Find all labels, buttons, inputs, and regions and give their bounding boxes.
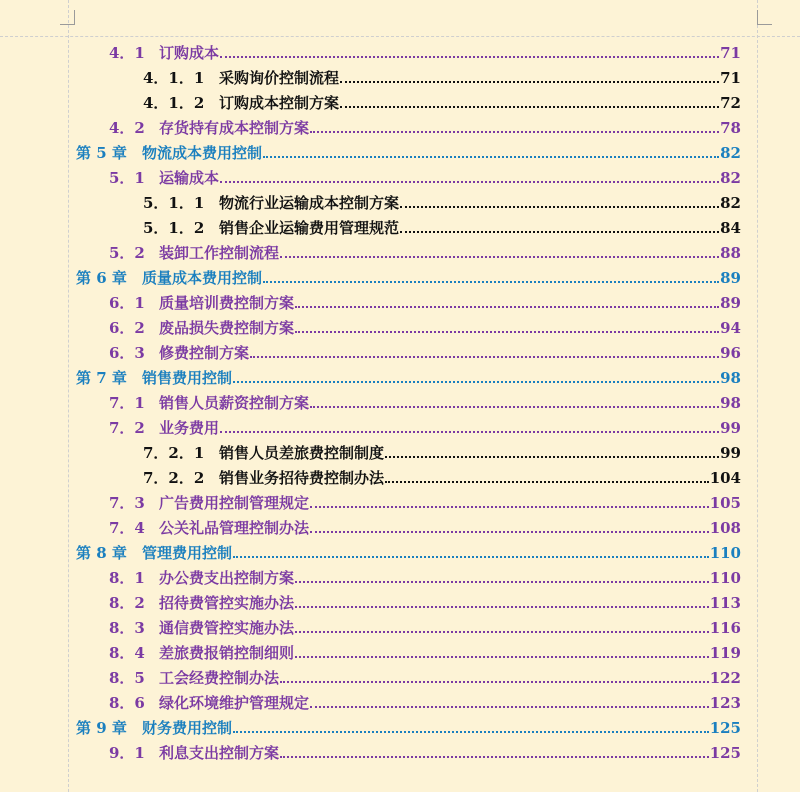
toc-entry-page-number: 84 (720, 219, 741, 237)
toc-entry[interactable] (109, 562, 741, 587)
toc-dot-leader (340, 106, 719, 108)
toc-entry-page-number: 108 (709, 519, 741, 537)
toc-entry[interactable] (143, 462, 741, 487)
toc-entry-number: 7．2 (109, 419, 145, 437)
toc-dot-leader (400, 206, 719, 208)
toc-dot-leader (385, 456, 719, 458)
toc-entry-title: 采购询价控制流程 (219, 69, 340, 87)
toc-entry[interactable] (109, 687, 741, 712)
toc-entry-number: 第 8 章 (76, 544, 127, 562)
toc-entry-number: 8．6 (109, 694, 145, 712)
toc-entry-title: 销售企业运输费用管理规范 (219, 219, 400, 237)
toc-entry-title: 业务费用 (159, 419, 220, 437)
toc-entry-title: 销售人员薪资控制方案 (159, 394, 310, 412)
toc-entry[interactable] (109, 37, 741, 62)
toc-dot-leader (385, 481, 709, 483)
toc-dot-leader (220, 181, 719, 183)
toc-entry[interactable] (109, 412, 741, 437)
toc-entry-title: 存货持有成本控制方案 (159, 119, 310, 137)
toc-entry-number: 8．2 (109, 594, 145, 612)
toc-entry-number: 第 6 章 (76, 269, 127, 287)
toc-entry-title: 质量培训费控制方案 (159, 294, 295, 312)
top-left-crop-mark (60, 10, 75, 25)
toc-entry-number: 第 7 章 (76, 369, 127, 387)
toc-entry-title: 销售费用控制 (142, 369, 233, 387)
toc-entry-page-number: 78 (720, 119, 741, 137)
toc-entry-number: 9．1 (109, 744, 145, 762)
left-margin-guide (68, 0, 69, 792)
toc-dot-leader (310, 506, 709, 508)
toc-entry-page-number: 119 (709, 644, 741, 662)
toc-entry[interactable] (143, 62, 741, 87)
toc-entry-number: 6．2 (109, 319, 145, 337)
toc-dot-leader (220, 431, 719, 433)
toc-dot-leader (295, 331, 719, 333)
toc-entry[interactable] (109, 112, 741, 137)
toc-entry-page-number: 88 (720, 244, 741, 262)
toc-dot-leader (295, 306, 719, 308)
top-right-crop-mark (757, 10, 772, 25)
toc-entry-title: 销售业务招待费控制办法 (219, 469, 385, 487)
toc-entry[interactable] (76, 137, 741, 162)
toc-entry-number: 7．2．1 (143, 444, 205, 462)
toc-entry-number: 6．3 (109, 344, 145, 362)
toc-entry-title: 物流成本费用控制 (142, 144, 263, 162)
toc-entry-page-number: 122 (709, 669, 741, 687)
toc-entry-number: 7．4 (109, 519, 145, 537)
toc-entry-page-number: 96 (720, 344, 741, 362)
toc-entry-page-number: 72 (720, 94, 741, 112)
toc-entry-title: 订购成本控制方案 (219, 94, 340, 112)
toc-entry-page-number: 89 (720, 269, 741, 287)
toc-entry-number: 7．2．2 (143, 469, 205, 487)
toc-entry-number: 5．2 (109, 244, 145, 262)
toc-dot-leader (280, 681, 709, 683)
toc-dot-leader (233, 731, 709, 733)
toc-entry[interactable] (76, 537, 741, 562)
toc-entry-title: 废品损失费控制方案 (159, 319, 295, 337)
toc-entry-number: 7．1 (109, 394, 145, 412)
toc-entry-title: 工会经费控制办法 (159, 669, 280, 687)
toc-dot-leader (310, 131, 719, 133)
toc-dot-leader (250, 356, 719, 358)
toc-entry[interactable] (109, 587, 741, 612)
toc-entry[interactable] (109, 387, 741, 412)
toc-entry[interactable] (109, 662, 741, 687)
right-margin-guide (757, 0, 758, 792)
toc-entry[interactable] (76, 362, 741, 387)
toc-entry-title: 财务费用控制 (142, 719, 233, 737)
toc-entry[interactable] (143, 437, 741, 462)
toc-entry-page-number: 116 (709, 619, 741, 637)
toc-dot-leader (295, 631, 709, 633)
toc-dot-leader (295, 656, 709, 658)
toc-entry[interactable] (109, 237, 741, 262)
toc-entry[interactable] (109, 162, 741, 187)
toc-entry-title: 办公费支出控制方案 (159, 569, 295, 587)
toc-entry-number: 4．2 (109, 119, 145, 137)
toc-dot-leader (233, 556, 709, 558)
toc-entry-page-number: 125 (709, 719, 741, 737)
toc-entry[interactable] (109, 287, 741, 312)
toc-entry-page-number: 110 (709, 569, 741, 587)
toc-entry[interactable] (109, 337, 741, 362)
toc-entry-page-number: 71 (720, 69, 741, 87)
toc-entry[interactable] (109, 487, 741, 512)
toc-entry-page-number: 104 (709, 469, 741, 487)
toc-entry-page-number: 94 (720, 319, 741, 337)
toc-entry-title: 销售人员差旅费控制制度 (219, 444, 385, 462)
toc-entry-page-number: 105 (709, 494, 741, 512)
toc-entry-page-number: 99 (720, 419, 741, 437)
toc-entry-title: 运输成本 (159, 169, 220, 187)
toc-entry-number: 8．4 (109, 644, 145, 662)
toc-entry-number: 8．1 (109, 569, 145, 587)
toc-entry-title: 订购成本 (159, 44, 220, 62)
toc-entry-page-number: 82 (720, 169, 741, 187)
toc-entry-number: 5．1 (109, 169, 145, 187)
toc-entry[interactable] (109, 312, 741, 337)
toc-entry[interactable] (143, 212, 741, 237)
toc-entry[interactable] (109, 737, 741, 762)
toc-entry-title: 管理费用控制 (142, 544, 233, 562)
toc-entry-title: 通信费管控实施办法 (159, 619, 295, 637)
toc-dot-leader (280, 256, 719, 258)
toc-entry-title: 差旅费报销控制细则 (159, 644, 295, 662)
toc-entry-page-number: 113 (709, 594, 741, 612)
toc-dot-leader (280, 756, 709, 758)
toc-dot-leader (310, 706, 709, 708)
toc-entry-title: 质量成本费用控制 (142, 269, 263, 287)
toc-entry-number: 6．1 (109, 294, 145, 312)
toc-entry-number: 5．1．2 (143, 219, 205, 237)
toc-entry-number: 4．1．1 (143, 69, 205, 87)
toc-entry-title: 装卸工作控制流程 (159, 244, 280, 262)
toc-entry-title: 修费控制方案 (159, 344, 250, 362)
toc-dot-leader (220, 56, 719, 58)
toc-entry-number: 8．3 (109, 619, 145, 637)
toc-dot-leader (400, 231, 719, 233)
toc-dot-leader (340, 81, 719, 83)
toc-entry-page-number: 98 (720, 394, 741, 412)
toc-entry[interactable] (76, 262, 741, 287)
toc-entry-number: 7．3 (109, 494, 145, 512)
toc-entry-page-number: 123 (709, 694, 741, 712)
toc-entry-page-number: 82 (720, 144, 741, 162)
toc-entry-page-number: 99 (720, 444, 741, 462)
toc-dot-leader (310, 531, 709, 533)
toc-entry-title: 招待费管控实施办法 (159, 594, 295, 612)
toc-entry-page-number: 125 (709, 744, 741, 762)
toc-entry-page-number: 71 (720, 44, 741, 62)
toc-entry[interactable] (109, 637, 741, 662)
toc-entry[interactable] (143, 187, 741, 212)
toc-entry-number: 8．5 (109, 669, 145, 687)
toc-entry-title: 公关礼品管理控制办法 (159, 519, 310, 537)
toc-entry[interactable] (109, 612, 741, 637)
toc-dot-leader (263, 281, 719, 283)
toc-entry-page-number: 110 (709, 544, 741, 562)
toc-entry-number: 5．1．1 (143, 194, 205, 212)
toc-dot-leader (263, 156, 719, 158)
toc-entry-number: 第 5 章 (76, 144, 127, 162)
toc-entry-title: 绿化环境维护管理规定 (159, 694, 310, 712)
toc-entry-number: 第 9 章 (76, 719, 127, 737)
toc-entry[interactable] (109, 512, 741, 537)
toc-entry-page-number: 82 (720, 194, 741, 212)
toc-entry-number: 4．1 (109, 44, 145, 62)
toc-entry-title: 物流行业运输成本控制方案 (219, 194, 400, 212)
toc-entry[interactable] (143, 87, 741, 112)
toc-entry-page-number: 89 (720, 294, 741, 312)
toc-dot-leader (233, 381, 719, 383)
toc-dot-leader (295, 581, 709, 583)
toc-entry-number: 4．1．2 (143, 94, 205, 112)
toc-entry[interactable] (76, 712, 741, 737)
toc-entry-title: 广告费用控制管理规定 (159, 494, 310, 512)
toc-dot-leader (295, 606, 709, 608)
toc-entry-page-number: 98 (720, 369, 741, 387)
toc-entry-title: 利息支出控制方案 (159, 744, 280, 762)
toc-dot-leader (310, 406, 719, 408)
